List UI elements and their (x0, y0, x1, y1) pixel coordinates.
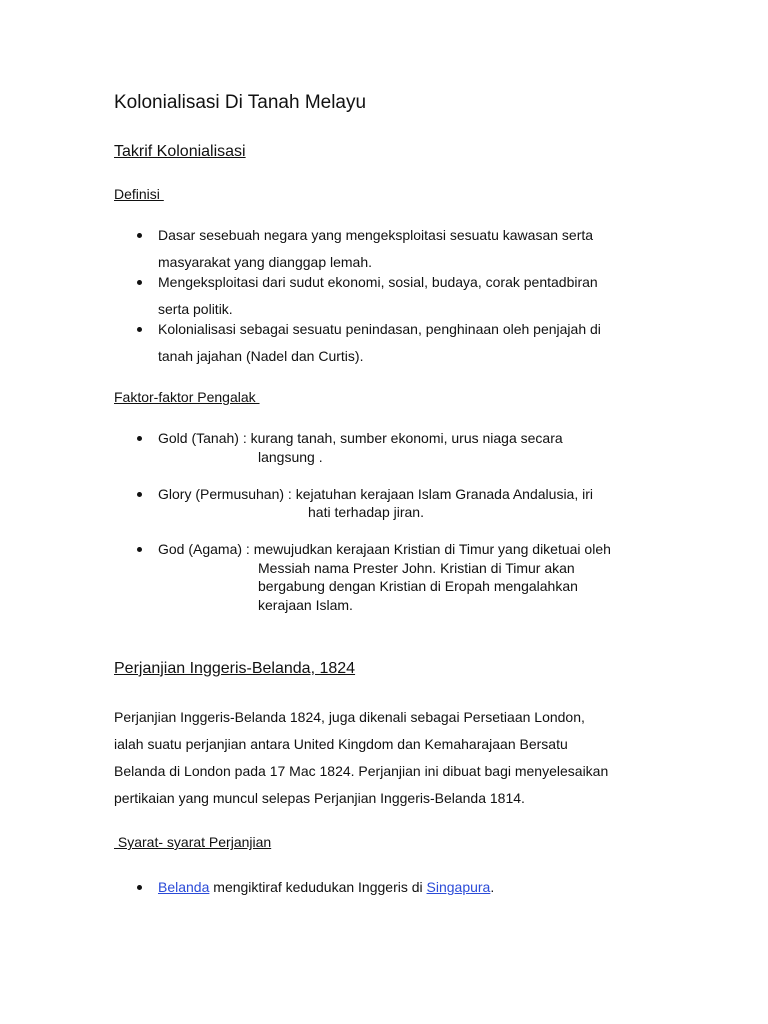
list-item: Glory (Permusuhan) : kejatuhan kerajaan Islam Granada Andalusia, iri hati terhadap jiran. (114, 485, 674, 522)
singapura-link[interactable]: Singapura (426, 879, 491, 895)
list-item: Dasar sesebuah negara yang mengeksploitasi sesuatu kawasan serta masyarakat yang dianggap lemah. (114, 222, 674, 276)
subheading-faktor: Faktor-faktor Pengalak (114, 389, 260, 405)
list-item: God (Agama) : mewujudkan kerajaan Kristian di Timur yang diketuai oleh Messiah nama Prester John. Kristian di Timur akan bergabung dengan Kristian di Eropah mengalahkan kerajaan Islam. (114, 540, 674, 614)
list-item: Kolonialisasi sebagai sesuatu penindasan, penghinaan oleh penjajah di tanah jajahan (Nadel dan Curtis). (114, 316, 674, 370)
list-item: Mengeksploitasi dari sudut ekonomi, sosial, budaya, corak pentadbiran serta politik. (114, 269, 674, 323)
section-heading-perjanjian: Perjanjian Inggeris-Belanda, 1824 (114, 660, 356, 677)
document-title: Kolonialisasi Di Tanah Melayu (114, 92, 367, 113)
subheading-syarat: Syarat- syarat Perjanjian (114, 834, 272, 850)
perjanjian-paragraph: Perjanjian Inggeris-Belanda 1824, juga dikenali sebagai Persetiaan London, ialah suatu perjanjian antara United Kingdom dan Kemaharajaan Bersatu Belanda di London pada 17 Mac 1824. Perjanjian ini dibuat bagi menyelesaikan pertikaian yang muncul selepas Perjanjian Inggeris-Belanda 1814. (114, 709, 609, 806)
section-heading-takrif: Takrif Kolonialisasi (114, 143, 246, 160)
definisi-list (114, 222, 674, 370)
faktor-list (114, 429, 674, 633)
list-item: Gold (Tanah) : kurang tanah, sumber ekonomi, urus niaga secara langsung . (114, 429, 674, 466)
syarat-list (114, 874, 674, 901)
list-item: Belanda mengiktiraf kedudukan Inggeris di Singapura. (114, 874, 674, 901)
subheading-definisi: Definisi (114, 186, 164, 202)
belanda-link[interactable]: Belanda (158, 879, 210, 895)
